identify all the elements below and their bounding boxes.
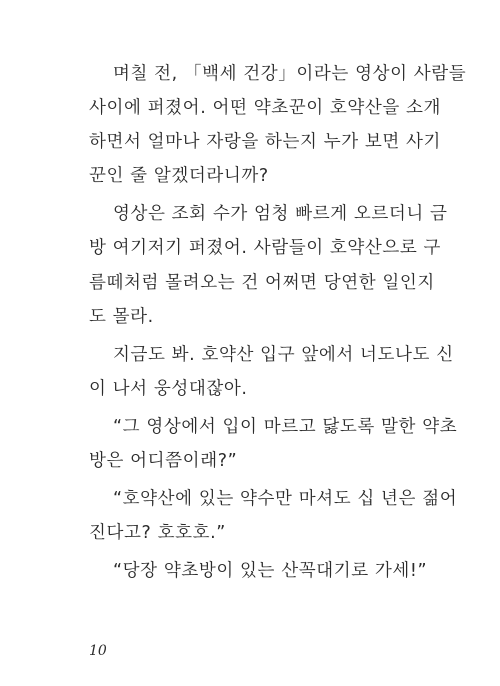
paragraph-5-line-1: “호약산에 있는 약수만 마셔도 십 년은 젊어	[113, 489, 458, 509]
paragraph-1-line-1: 며칠 전, 「백세 건강」이라는 영상이 사람들	[113, 64, 467, 84]
paragraph-3-line-1: 지금도 봐. 호약산 입구 앞에서 너도나도 신	[113, 345, 454, 365]
paragraph-5-line-2: 진다고? 호호호.”	[89, 523, 226, 543]
paragraph-2-line-2: 방 여기저기 퍼졌어. 사람들이 호약산으로 구	[89, 238, 442, 258]
page-number: 10	[89, 643, 107, 659]
paragraph-6-line-1: “당장 약초방이 있는 산꼭대기로 가세!”	[113, 561, 428, 581]
paragraph-4-line-1: “그 영상에서 입이 마르고 닳도록 말한 약초	[113, 417, 458, 437]
paragraph-2-line-3: 름떼처럼 몰려오는 건 어쩌면 당연한 일인지	[89, 273, 435, 293]
paragraph-2-line-4: 도 몰라.	[89, 307, 154, 327]
paragraph-3-line-2: 이 나서 웅성대잖아.	[89, 379, 248, 399]
paragraph-2-line-1: 영상은 조회 수가 엄청 빠르게 오르더니 금	[113, 204, 448, 224]
paragraph-1-line-4: 꾼인 줄 알겠더라니까?	[89, 166, 269, 186]
paragraph-1-line-2: 사이에 퍼졌어. 어떤 약초꾼이 호약산을 소개	[89, 98, 442, 118]
paragraph-1-line-3: 하면서 얼마나 자랑을 하는지 누가 보면 사기	[89, 132, 442, 152]
paragraph-4-line-2: 방은 어디쯤이래?”	[89, 451, 238, 471]
